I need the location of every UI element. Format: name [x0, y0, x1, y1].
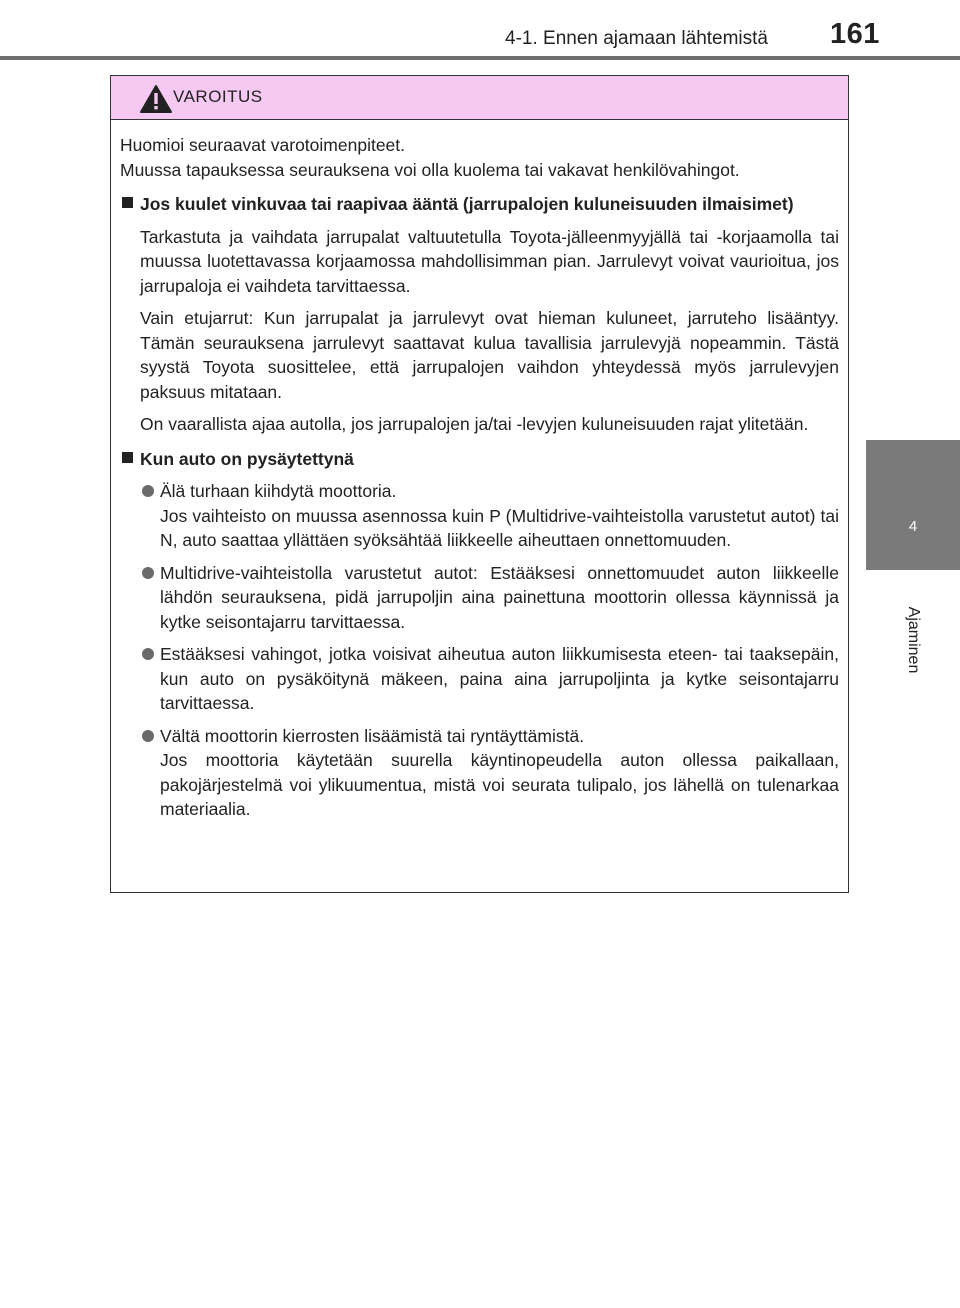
list-item [140, 724, 839, 822]
page-number: 161 [830, 18, 880, 50]
circle-bullet-icon [142, 730, 154, 742]
warning-box [110, 75, 849, 893]
warning-header [111, 76, 848, 120]
circle-bullet-icon [142, 648, 154, 660]
square-bullet-icon [122, 197, 133, 208]
paragraph: Vain etujarrut: Kun jarrupalat ja jarrulevyt ovat hieman kuluneet, jarruteho lisääntyy. Tämän seurauksena jarrulevyt saattavat kulua tavallisia jarrulevyjä nopeammin. Tästä syystä Toyota suosittelee, että jarrupalojen vaihdon yhteydessä myös jarrulevyjen paksuus mitataan. [140, 308, 839, 402]
paragraph: On vaarallista ajaa autolla, jos jarrupalojen ja/tai -levyjen kuluneisuuden rajat ylitetään. [140, 414, 809, 434]
section-stopped [120, 447, 839, 822]
circle-bullet-icon [142, 485, 154, 497]
chapter-label: Ajaminen [905, 606, 922, 674]
section-heading [120, 192, 839, 217]
bullet-line: Jos moottoria käytetään suurella käyntinopeudella auton ollessa paikallaan, pakojärjestelmä voi ylikuumentua, mistä voi seurata tulipalo, jos lähellä on tulenarkaa materiaalia. [160, 750, 839, 819]
bullet-line: Estääksesi vahingot, jotka voisivat aiheutua auton liikkumisesta eteen- tai taaksepäin, kun auto on pysäköitynä mäkeen, paina aina jarrupoljinta ja kytke seisontajarru tarvittaessa. [160, 644, 839, 713]
intro-line: Muussa tapauksessa seurauksena voi olla kuolema tai vakavat henkilövahingot. [120, 159, 740, 180]
bullet-line: Vältä moottorin kierrosten lisäämistä tai ryntäyttämistä. [160, 725, 585, 746]
chapter-number: 4 [908, 518, 918, 535]
section-heading-text: Jos kuulet vinkuvaa tai raapivaa ääntä (jarrupalojen kuluneisuuden ilmaisimet) [140, 194, 794, 214]
paragraph: Tarkastuta ja vaihdata jarrupalat valtuutetulla Toyota-jälleenmyyjällä tai -korjaamolla tai muussa luotettavassa korjaamossa mahdollisimman pian. Jarrulevyt voivat vaurioitua, jos jarrupaloja ei vaihdeta tarvittaessa. [140, 226, 839, 296]
section-brake-pads [120, 192, 839, 437]
intro-line: Huomioi seuraavat varotoimenpiteet. [120, 135, 406, 155]
warning-title: VAROITUS [173, 87, 263, 106]
bullet-line: Multidrive-vaihteistolla varustetut autot: Estääksesi onnettomuudet auton liikkeelle lähdön seurauksena, pidä jarrupoljin aina painettuna moottorin ollessa käynnissä ja kytke seisontajarru tarvittaessa. [160, 562, 839, 632]
circle-bullet-icon [142, 567, 154, 579]
bullet-line: Jos vaihteisto on muussa asennossa kuin P (Multidrive-vaihteistolla varustetut autot) tai N, auto saattaa yllättäen syöksähtää liikkeelle aiheuttaen onnettomuuden. [160, 505, 839, 550]
bullet-line: Älä turhaan kiihdytä moottoria. [160, 481, 397, 501]
header-divider [0, 56, 960, 60]
warning-triangle-icon [139, 84, 173, 114]
list-item [140, 479, 839, 553]
section-heading [120, 447, 839, 472]
warning-intro [120, 133, 839, 182]
list-item [140, 642, 839, 716]
section-heading-text: Kun auto on pysäytettynä [140, 448, 354, 469]
warning-body [111, 120, 848, 822]
chapter-tab [866, 440, 960, 570]
chapter-label-container [866, 570, 960, 690]
square-bullet-icon [122, 452, 133, 463]
section-title: 4-1. Ennen ajamaan lähtemistä [505, 28, 768, 49]
list-item [140, 561, 839, 635]
